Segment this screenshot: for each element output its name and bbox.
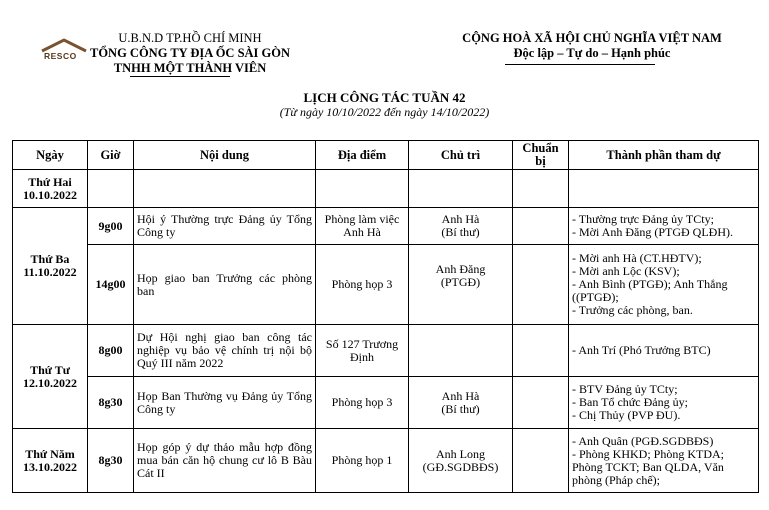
org-underline [130,76,230,77]
chair-role: (GĐ.SGDBĐS) [422,459,499,474]
header-time: Giờ [88,141,134,170]
organization-header [60,31,320,76]
time-cell: 8g30 [88,429,134,493]
national-header [432,31,752,61]
participant-line: - Mời Anh Đăng (PTGĐ QLĐH). [572,225,733,239]
day-name: Thứ Hai [28,174,72,189]
participant-line: - Mời anh Lộc (KSV); [572,264,680,278]
day-name: Thứ Ba [30,252,70,266]
chair-name: Anh Hà [441,212,480,226]
participant-line: - Anh Quân (PGĐ.SGDBĐS) [572,433,714,448]
header-day: Ngày [13,141,88,170]
chair-role: (PTGĐ) [440,275,481,289]
day-date: 10.10.2022 [23,187,77,202]
content-cell: Họp góp ý dự thảo mẫu hợp đồng mua bán căn hộ chung cư lô B Bàu Cát II [134,429,316,493]
participants-cell [569,429,759,493]
day-date: 11.10.2022 [23,265,77,279]
empty-cell [569,170,759,208]
header-participants: Thành phần tham dự [569,141,759,170]
participants-cell [569,377,759,429]
time-cell: 8g00 [88,325,134,377]
participant-line: - Chị Thủy (PVP ĐU). [572,408,681,422]
prep-cell [513,245,569,325]
chair-name: Anh Đăng [435,262,486,276]
time-cell: 14g00 [88,245,134,325]
participant-line: - Phòng KHKD; Phòng KTDA; Phòng TCKT; Ban QLDA, Văn phòng (Pháp chế); [572,446,725,487]
place-cell: Phòng làm việc Anh Hà [316,208,409,245]
empty-cell [88,170,134,208]
place-cell: Số 127 Trương Định [316,325,409,377]
participants-cell [569,325,759,377]
empty-cell [409,170,513,208]
participant-line: - Ban Tổ chức Đảng ủy; [572,395,688,409]
participant-line: - Anh Trí (Phó Trưởng BTC) [572,343,711,357]
day-cell [13,208,88,325]
header-place: Địa điểm [316,141,409,170]
empty-cell [513,170,569,208]
table-row [13,325,759,377]
participant-line: - Mời anh Hà (CT.HĐTV); [572,251,702,265]
table-row [13,245,759,325]
page-subtitle: (Từ ngày 10/10/2022 đến ngày 14/10/2022) [279,105,490,119]
participants-cell [569,245,759,325]
chair-cell [409,245,513,325]
day-cell [13,325,88,429]
participant-line: - Anh Bình (PTGĐ); Anh Thắng ((PTGĐ); [572,277,728,304]
table-row [13,377,759,429]
page-title: LỊCH CÔNG TÁC TUẦN 42 [303,90,466,105]
content-cell: Dự Hội nghị giao ban công tác nghiệp vụ bảo vệ chính trị nội bộ Quý III năm 2022 [134,325,316,377]
participant-line: - Thường trực Đảng ủy TCty; [572,212,714,226]
chair-cell [409,208,513,245]
prep-cell [513,208,569,245]
chair-role: (Bí thư) [441,225,480,239]
table-row [13,208,759,245]
table-row [13,170,759,208]
day-cell [13,429,88,493]
place-cell: Phòng họp 1 [316,429,409,493]
table-header-row [13,141,759,170]
day-cell [13,170,88,208]
participant-line: - Trưởng các phòng, ban. [572,303,693,317]
content-cell: Họp giao ban Trưởng các phòng ban [134,245,316,325]
place-cell: Phòng họp 3 [316,377,409,429]
chair-cell [409,429,513,493]
chair-role: (Bí thư) [441,401,480,416]
place-cell: Phòng họp 3 [316,245,409,325]
day-date: 12.10.2022 [23,375,77,390]
org-line-3: TNHH MỘT THÀNH VIÊN [113,61,267,75]
national-underline [505,64,655,65]
time-cell: 9g00 [88,208,134,245]
participant-line: - BTV Đảng ủy TCty; [572,382,678,396]
empty-cell [134,170,316,208]
logo-text: RESCO [44,51,77,61]
participants-cell [569,208,759,245]
day-name: Thứ Năm [25,446,75,461]
prep-cell [513,429,569,493]
content-cell: Hội ý Thường trực Đảng ủy Tổng Công ty [134,208,316,245]
chair-name: Anh Long [436,446,485,461]
header-prep: Chuẩn bị [513,141,569,170]
chair-cell [409,325,513,377]
national-line-2: Độc lập – Tự do – Hạnh phúc [513,46,671,60]
day-date: 13.10.2022 [23,459,77,474]
chair-cell [409,377,513,429]
time-cell: 8g30 [88,377,134,429]
header-content: Nội dung [134,141,316,170]
schedule-table [12,140,759,493]
national-line-1: CỘNG HOÀ XÃ HỘI CHỦ NGHĨA VIỆT NAM [462,31,722,45]
chair-name: Anh Hà [441,388,480,403]
content-cell: Họp Ban Thường vụ Đảng ủy Tổng Công ty [134,377,316,429]
empty-cell [316,170,409,208]
org-line-2: TỔNG CÔNG TY ĐỊA ỐC SÀI GÒN [89,46,291,60]
table-row [13,429,759,493]
prep-cell [513,325,569,377]
prep-cell [513,377,569,429]
org-line-1: U.B.N.D TP.HỒ CHÍ MINH [118,31,262,45]
header-chair: Chủ trì [409,141,513,170]
day-name: Thứ Tư [30,362,70,377]
